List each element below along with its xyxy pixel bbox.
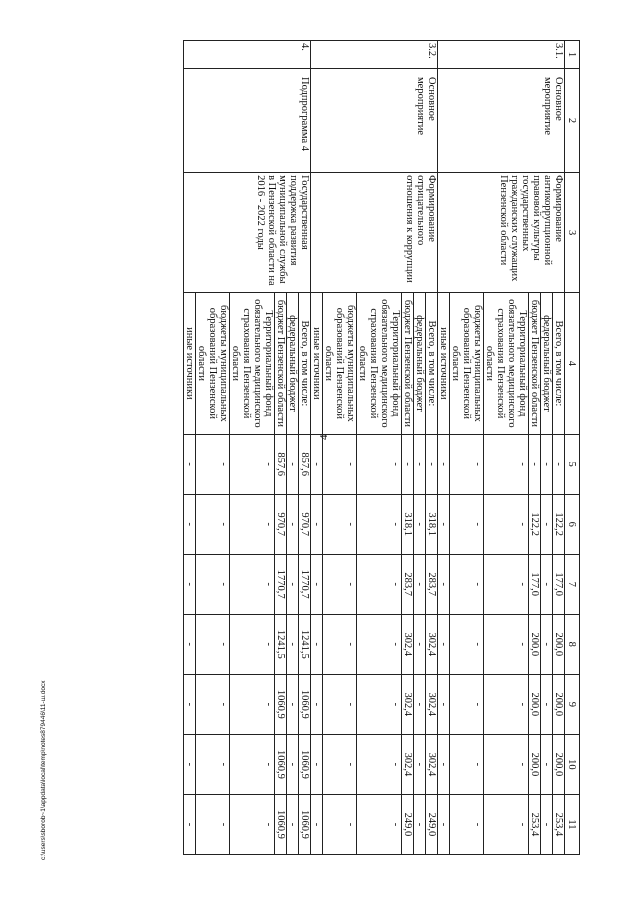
- amount-cell: 302,4: [426, 614, 438, 674]
- amount-cell: -: [357, 554, 402, 614]
- amount-cell: -: [484, 674, 529, 734]
- amount-cell: -: [323, 674, 357, 734]
- amount-cell: -: [196, 734, 230, 794]
- amount-cell: -: [450, 734, 484, 794]
- funding-source: Всего, в том числе:: [553, 293, 565, 434]
- amount-cell: 1060,9: [299, 794, 311, 854]
- item-description: Государственная поддержка развития муниципальной службы в Пензенской области на 2016 - 2022 годы: [184, 173, 311, 293]
- amount-cell: -: [484, 794, 529, 854]
- funding-source: бюджет Пензенской области: [529, 293, 541, 434]
- amount-cell: 249,0: [402, 794, 414, 854]
- header-cell: 5: [565, 434, 580, 494]
- amount-cell: 283,7: [402, 554, 414, 614]
- amount-cell: -: [357, 434, 402, 494]
- amount-cell: -: [357, 734, 402, 794]
- amount-cell: 1770,7: [275, 554, 287, 614]
- amount-cell: -: [230, 734, 275, 794]
- page-number: 4: [318, 434, 330, 440]
- amount-cell: 1770,7: [299, 554, 311, 614]
- amount-cell: 857,6: [275, 434, 287, 494]
- amount-cell: -: [311, 794, 323, 854]
- amount-cell: 253,4: [553, 794, 565, 854]
- table-row: [426, 41, 438, 855]
- amount-cell: -: [357, 614, 402, 674]
- amount-cell: -: [541, 434, 553, 494]
- header-cell: 4: [565, 293, 580, 434]
- amount-cell: 857,6: [299, 434, 311, 494]
- item-description: Формирование антикоррупционной правовой культуры государственных гражданских служащих Пензенской области: [438, 173, 565, 293]
- amount-cell: -: [196, 434, 230, 494]
- funding-source: федеральный бюджет: [287, 293, 299, 434]
- amount-cell: 1060,9: [275, 734, 287, 794]
- table-body: [184, 41, 565, 855]
- amount-cell: -: [323, 734, 357, 794]
- item-number: 3.2.: [311, 41, 438, 69]
- amount-cell: -: [230, 554, 275, 614]
- item-description: Формирование отрицательного отношения к коррупции: [311, 173, 438, 293]
- amount-cell: 253,4: [529, 794, 541, 854]
- amount-cell: -: [541, 794, 553, 854]
- amount-cell: -: [414, 674, 426, 734]
- header-cell: 2: [565, 69, 580, 173]
- amount-cell: 302,4: [402, 614, 414, 674]
- amount-cell: -: [357, 494, 402, 554]
- amount-cell: -: [438, 554, 450, 614]
- amount-cell: -: [450, 614, 484, 674]
- amount-cell: -: [230, 794, 275, 854]
- amount-cell: -: [196, 674, 230, 734]
- amount-cell: -: [541, 494, 553, 554]
- rotated-page-content: [80, 40, 580, 855]
- amount-cell: -: [450, 434, 484, 494]
- amount-cell: 302,4: [426, 734, 438, 794]
- amount-cell: 1060,9: [299, 734, 311, 794]
- amount-cell: -: [414, 794, 426, 854]
- amount-cell: -: [184, 734, 196, 794]
- amount-cell: -: [323, 494, 357, 554]
- amount-cell: 200,0: [553, 614, 565, 674]
- amount-cell: -: [184, 554, 196, 614]
- amount-cell: 302,4: [426, 674, 438, 734]
- amount-cell: -: [323, 794, 357, 854]
- item-name: Основное мероприятие: [311, 69, 438, 173]
- amount-cell: 200,0: [553, 734, 565, 794]
- amount-cell: -: [311, 674, 323, 734]
- amount-cell: -: [184, 674, 196, 734]
- amount-cell: -: [484, 434, 529, 494]
- amount-cell: 249,0: [426, 794, 438, 854]
- amount-cell: 200,0: [529, 734, 541, 794]
- funding-source: бюджет Пензенской области: [275, 293, 287, 434]
- amount-cell: -: [287, 434, 299, 494]
- funding-source: иные источники: [311, 293, 323, 434]
- amount-cell: -: [196, 494, 230, 554]
- amount-cell: -: [311, 494, 323, 554]
- amount-cell: -: [323, 434, 357, 494]
- amount-cell: -: [196, 554, 230, 614]
- funding-source: Всего, в том числе:: [299, 293, 311, 434]
- amount-cell: -: [402, 434, 414, 494]
- amount-cell: 1241,5: [299, 614, 311, 674]
- amount-cell: -: [414, 734, 426, 794]
- funding-source: бюджеты муниципальных образований Пензенской области: [323, 293, 357, 434]
- amount-cell: -: [287, 794, 299, 854]
- amount-cell: 302,4: [402, 674, 414, 734]
- amount-cell: 302,4: [402, 734, 414, 794]
- amount-cell: -: [541, 614, 553, 674]
- amount-cell: -: [196, 614, 230, 674]
- amount-cell: -: [287, 674, 299, 734]
- amount-cell: -: [184, 494, 196, 554]
- item-number: 4.: [184, 41, 311, 69]
- amount-cell: 318,1: [402, 494, 414, 554]
- amount-cell: -: [438, 614, 450, 674]
- amount-cell: -: [323, 554, 357, 614]
- amount-cell: 1060,9: [275, 794, 287, 854]
- amount-cell: -: [414, 494, 426, 554]
- item-name: Основное мероприятие: [438, 69, 565, 173]
- amount-cell: -: [541, 554, 553, 614]
- amount-cell: -: [414, 434, 426, 494]
- item-name: Подпрограмма 4: [184, 69, 311, 173]
- header-cell: 11: [565, 794, 580, 854]
- funding-source: иные источники: [438, 293, 450, 434]
- amount-cell: -: [311, 554, 323, 614]
- funding-source: бюджеты муниципальных образований Пензенской области: [450, 293, 484, 434]
- amount-cell: -: [357, 674, 402, 734]
- amount-cell: -: [230, 494, 275, 554]
- amount-cell: 318,1: [426, 494, 438, 554]
- amount-cell: -: [287, 554, 299, 614]
- amount-cell: -: [311, 614, 323, 674]
- funding-source: федеральный бюджет: [414, 293, 426, 434]
- amount-cell: 283,7: [426, 554, 438, 614]
- amount-cell: -: [230, 434, 275, 494]
- amount-cell: -: [438, 494, 450, 554]
- amount-cell: 970,7: [299, 494, 311, 554]
- table-row: [299, 41, 311, 855]
- amount-cell: -: [438, 674, 450, 734]
- amount-cell: 200,0: [529, 674, 541, 734]
- funding-source: бюджет Пензенской области: [402, 293, 414, 434]
- funding-source: Территориальный фонд обязательного медицинского страхования Пензенской области: [230, 293, 275, 434]
- amount-cell: -: [484, 554, 529, 614]
- header-cell: 7: [565, 554, 580, 614]
- amount-cell: -: [357, 794, 402, 854]
- amount-cell: 177,0: [529, 554, 541, 614]
- amount-cell: -: [541, 734, 553, 794]
- amount-cell: 200,0: [529, 614, 541, 674]
- amount-cell: 177,0: [553, 554, 565, 614]
- amount-cell: -: [311, 434, 323, 494]
- amount-cell: -: [438, 794, 450, 854]
- amount-cell: -: [438, 434, 450, 494]
- amount-cell: -: [484, 494, 529, 554]
- amount-cell: -: [553, 434, 565, 494]
- amount-cell: 1241,5: [275, 614, 287, 674]
- header-cell: 10: [565, 734, 580, 794]
- item-number: 3.1.: [438, 41, 565, 69]
- table-row: [553, 41, 565, 855]
- amount-cell: -: [484, 614, 529, 674]
- amount-cell: -: [311, 734, 323, 794]
- amount-cell: -: [450, 794, 484, 854]
- header-cell: 9: [565, 674, 580, 734]
- footer-file-path: c:\users\sborob~1\appdata\local\temp\notes879446\11-ш.docx: [40, 680, 47, 860]
- amount-cell: -: [529, 434, 541, 494]
- budget-table: [183, 40, 580, 855]
- table-header-row: [565, 41, 580, 855]
- amount-cell: -: [426, 434, 438, 494]
- amount-cell: 122,2: [529, 494, 541, 554]
- amount-cell: -: [184, 614, 196, 674]
- amount-cell: -: [184, 434, 196, 494]
- amount-cell: -: [184, 794, 196, 854]
- header-cell: 6: [565, 494, 580, 554]
- amount-cell: 970,7: [275, 494, 287, 554]
- funding-source: Всего, в том числе:: [426, 293, 438, 434]
- header-cell: 8: [565, 614, 580, 674]
- amount-cell: -: [287, 494, 299, 554]
- amount-cell: 1060,9: [299, 674, 311, 734]
- amount-cell: -: [450, 494, 484, 554]
- amount-cell: -: [414, 554, 426, 614]
- amount-cell: 1060,9: [275, 674, 287, 734]
- amount-cell: -: [230, 614, 275, 674]
- amount-cell: -: [484, 734, 529, 794]
- funding-source: Территориальный фонд обязательного медицинского страхования Пензенской области: [357, 293, 402, 434]
- amount-cell: 200,0: [553, 674, 565, 734]
- amount-cell: -: [230, 674, 275, 734]
- funding-source: федеральный бюджет: [541, 293, 553, 434]
- amount-cell: -: [287, 614, 299, 674]
- header-cell: 1: [565, 41, 580, 69]
- funding-source: бюджеты муниципальных образований Пензенской области: [196, 293, 230, 434]
- amount-cell: -: [541, 674, 553, 734]
- amount-cell: 122,2: [553, 494, 565, 554]
- funding-source: Территориальный фонд обязательного медицинского страхования Пензенской области: [484, 293, 529, 434]
- amount-cell: -: [196, 794, 230, 854]
- funding-source: иные источники: [184, 293, 196, 434]
- amount-cell: -: [323, 614, 357, 674]
- amount-cell: -: [287, 734, 299, 794]
- amount-cell: -: [438, 734, 450, 794]
- amount-cell: -: [450, 554, 484, 614]
- amount-cell: -: [414, 614, 426, 674]
- header-cell: 3: [565, 173, 580, 293]
- amount-cell: -: [450, 674, 484, 734]
